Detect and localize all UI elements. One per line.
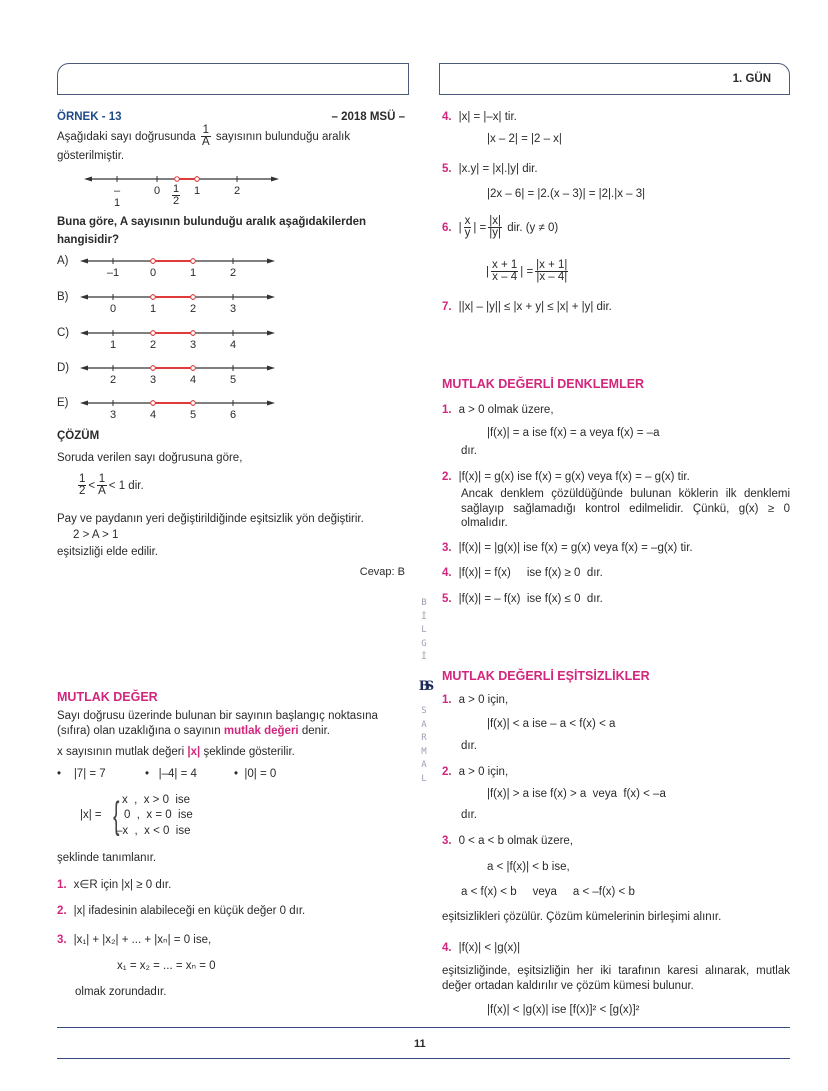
piece-2: 0 , x = 0 ise [124, 809, 193, 821]
frac-num: x + 1 [492, 259, 518, 272]
publisher-logo-icon: BS [418, 679, 430, 694]
intro-text: Aşağıdaki sayı doğrusunda [57, 131, 196, 143]
example-title: ÖRNEK - 13 [57, 111, 122, 123]
notation-highlight: |x| [187, 746, 201, 758]
arrow-left-icon [80, 366, 88, 371]
frac-num: |x| [489, 215, 501, 228]
open-endpoint [191, 331, 196, 336]
def-text: (sıfıra) olan uzaklığına o sayının [57, 724, 221, 737]
tick-label: 2 [189, 303, 197, 315]
item-number: 1. [442, 694, 452, 706]
wm-letter: S [421, 706, 427, 716]
item-text: a > 0 için, [458, 694, 509, 706]
item-text: dir. (y ≠ 0) [507, 222, 559, 234]
tick-label: 4 [149, 409, 157, 421]
item-number: 1. [57, 879, 67, 891]
item-number: 5. [442, 593, 452, 605]
item-text: ||x| – |y|| ≤ |x + y| ≤ |x| + |y| dir. [458, 301, 612, 313]
tick-label: 2 [149, 339, 157, 351]
open-endpoint [151, 295, 156, 300]
number-line-option [80, 254, 275, 268]
eq-item-5 [442, 592, 603, 606]
item-text: x∈R için |x| ≥ 0 dır. [73, 879, 172, 891]
ineq-item-2 [442, 765, 508, 779]
abs-definition [57, 709, 405, 738]
page-number: 11 [414, 1038, 426, 1050]
eq-item-2-note: Ancak denklem çözüldüğünde bulunan köklerin ilk denklemi sağlayıp sağlamadığı kontrol edilmelidir. Çünkü, g(x) ≥ 0 olmalıdır. [461, 488, 790, 529]
solution-line2: Pay ve paydanın yeri değiştirildiğinde eşitsizlik yön değiştirir. [57, 513, 364, 525]
solution-title: ÇÖZÜM [57, 430, 100, 442]
open-endpoint [191, 366, 196, 371]
bullet-1: • |7| = 7 [57, 768, 106, 780]
question-text: Buna göre, A sayısının bulunduğu aralık aşağıdakilerden [57, 216, 367, 228]
defined-text: şeklinde tanımlanır. [57, 852, 157, 864]
item-number: 7. [442, 301, 452, 313]
tick-label: 0 [149, 267, 157, 279]
arrow-right-icon [271, 177, 279, 182]
item-text: |x| ifadesinin alabileceği en küçük değer 0 dır. [73, 905, 306, 917]
item-number: 2. [442, 766, 452, 778]
arrow-left-icon [80, 331, 88, 336]
prop-6-example: | $\frac{x + 1}{x - 4}$ | = $\frac{|x + 1|}{|x - 4|}$ [486, 259, 568, 284]
item-number: 3. [442, 542, 452, 554]
bullet-3: • |0| = 0 [234, 768, 277, 780]
open-endpoint [151, 366, 156, 371]
item-number: 2. [57, 905, 67, 917]
solution-line3: 2 > A > 1 [73, 529, 119, 541]
arrow-right-icon [267, 259, 275, 264]
number-line-option [80, 290, 275, 304]
watermark-top [418, 597, 430, 665]
solution-inequality [76, 473, 144, 499]
ineq-item-4-formula: |f(x)| < |g(x)| ise [f(x)]² < [g(x)]² [487, 1004, 640, 1016]
prop-6: 6. | $\frac{x}{y}$ | = $\frac{|x|}{|y|}$ dir. (y ≠ 0) [442, 215, 559, 240]
arrow-left-icon [84, 177, 92, 182]
def-text: denir. [301, 724, 330, 737]
arrow-left-icon [80, 295, 88, 300]
open-endpoint [195, 177, 200, 182]
tick-label: 3 [109, 409, 117, 421]
abs-item-1 [57, 878, 171, 892]
prop-7 [442, 300, 612, 314]
arrow-right-icon [267, 331, 275, 336]
item-number: 4. [442, 111, 452, 123]
abs-item-3-result: x₁ = x₂ = ... = xₙ = 0 [117, 960, 216, 972]
day-label: 1. GÜN [732, 73, 771, 85]
question-text-2: hangisidir? [57, 234, 119, 246]
wm-letter: A [421, 760, 427, 770]
frac-num: 1 [98, 473, 106, 486]
number-line-option [80, 396, 275, 410]
piece-1: x , x > 0 ise [122, 794, 191, 806]
tick-label-half [172, 184, 180, 207]
ineq-item-3 [442, 834, 573, 848]
option-label: B) [57, 291, 69, 303]
fraction-1-over-A [201, 125, 211, 148]
intro-line2: gösterilmiştir. [57, 150, 125, 162]
prop-5-example: |2x – 6| = |2.(x – 3)| = |2|.|x – 3| [487, 188, 646, 200]
header-box-right [439, 63, 790, 95]
ineq-item-1 [442, 693, 508, 707]
section-title-equations: MUTLAK DEĞERLİ DENKLEMLER [442, 377, 645, 391]
tick-label: 3 [149, 374, 157, 386]
arrow-left-icon [80, 259, 88, 264]
open-endpoint [175, 177, 180, 182]
ineq-item-4 [442, 941, 520, 955]
wm-letter: M [421, 746, 427, 757]
eq-item-4 [442, 566, 603, 580]
wm-letter: A [421, 719, 427, 730]
tick-label: 1 [189, 267, 197, 279]
tick-label: 0 [153, 185, 161, 197]
tick-label: 5 [229, 374, 237, 386]
item-number: 5. [442, 163, 452, 175]
wm-letter: İ [421, 652, 427, 662]
footer-rule-bottom [57, 1058, 790, 1059]
open-endpoint [151, 331, 156, 336]
frac-num: 1 [173, 183, 180, 195]
bullet-text: |–4| = 4 [158, 768, 197, 780]
tick-label: 2 [229, 267, 237, 279]
item-number: 3. [57, 934, 67, 946]
frac-den: 2 [173, 195, 180, 207]
ineq-item-2-formula: |f(x)| > a ise f(x) > a veya f(x) < –a [487, 788, 666, 800]
frac-den: |y| [489, 227, 501, 240]
eq-item-1 [442, 403, 554, 417]
frac-den: |x – 4| [536, 271, 568, 284]
option-label: D) [57, 362, 70, 374]
item-text: |f(x)| < |g(x)| [458, 942, 521, 954]
ineq-rest: < 1 dir. [108, 480, 144, 492]
notation-text: şeklinde gösterilir. [203, 746, 295, 758]
ineq-item-3-formula: a < |f(x)| < b ise, [487, 861, 570, 873]
abs-item-2 [57, 904, 305, 918]
prop-4 [442, 110, 517, 124]
watermark-bottom [418, 705, 430, 786]
open-endpoint [191, 401, 196, 406]
frac-num: |x + 1| [536, 259, 568, 272]
item-number: 2. [442, 471, 452, 483]
eq-item-3 [442, 541, 693, 555]
eq-item-1-end: dır. [461, 445, 477, 457]
fraction-half [78, 474, 86, 497]
ineq-item-3-cases: a < f(x) < b veya a < –f(x) < b [461, 886, 635, 898]
item-text: |x.y| = |x|.|y| dir. [458, 163, 538, 175]
wm-letter: B [421, 598, 427, 608]
item-text: 0 < a < b olmak üzere, [458, 835, 574, 847]
option-label: A) [57, 255, 69, 267]
fraction [464, 216, 472, 239]
piece-3: –x , x < 0 ise [116, 825, 191, 837]
footer-rule-top [57, 1027, 790, 1028]
item-number: 4. [442, 567, 452, 579]
tick-label: 5 [189, 409, 197, 421]
bullet-text: |7| = 7 [73, 768, 106, 780]
tick-label: 3 [229, 303, 237, 315]
item-number: 4. [442, 942, 452, 954]
frac-den: A [201, 136, 210, 149]
tick-label: 4 [229, 339, 237, 351]
abs-notation [57, 745, 295, 759]
def-highlight: mutlak değeri [223, 724, 299, 737]
frac-den: 2 [79, 485, 86, 498]
open-endpoint [191, 295, 196, 300]
option-label: E) [57, 397, 69, 409]
fraction [488, 216, 502, 239]
ineq-item-1-formula: |f(x)| < a ise – a < f(x) < a [487, 718, 616, 730]
piecewise-lhs: |x| = [80, 809, 102, 821]
tick-label: –1 [113, 185, 121, 209]
frac-num: x [464, 215, 471, 228]
item-text: |f(x)| = f(x) ise f(x) ≥ 0 dır. [458, 567, 603, 579]
prop-4-example: |x – 2| = |2 – x| [487, 133, 562, 145]
tick-label: 1 [193, 185, 201, 197]
eq-item-2 [442, 470, 690, 484]
item-text: |f(x)| = g(x) ise f(x) = g(x) veya f(x) = – g(x) tir. [458, 471, 690, 483]
number-line-question [84, 172, 279, 186]
wm-letter: L [421, 773, 427, 784]
open-endpoint [151, 401, 156, 406]
fraction-1-over-A [97, 474, 107, 497]
ineq-item-1-end: dır. [461, 740, 477, 752]
item-number: 1. [442, 404, 452, 416]
frac-den: A [98, 485, 106, 498]
wm-letter: L [421, 625, 427, 635]
solution-line1: Soruda verilen sayı doğrusuna göre, [57, 452, 243, 464]
wm-letter: G [421, 638, 427, 649]
lt-sign: < [88, 480, 96, 492]
eq-item-1-formula: |f(x)| = a ise f(x) = a veya f(x) = –a [487, 427, 660, 439]
tick-label: 1 [109, 339, 117, 351]
arrow-right-icon [267, 295, 275, 300]
bullet-text: |0| = 0 [244, 768, 277, 780]
fraction [535, 260, 568, 283]
tick-label: 1 [149, 303, 157, 315]
tick-label: 2 [233, 185, 241, 197]
tick-label: 2 [109, 374, 117, 386]
example-source: – 2018 MSÜ – [331, 111, 405, 123]
frac-den: x – 4 [492, 271, 518, 284]
notation-text: x sayısının mutlak değeri [57, 746, 185, 758]
answer-label: Cevap: B [359, 566, 405, 578]
frac-num: 1 [202, 124, 209, 137]
solution-line4: eşitsizliği elde edilir. [57, 546, 158, 558]
bullet-2: • |–4| = 4 [145, 768, 197, 780]
section-title-mutlak-deger: MUTLAK DEĞER [57, 690, 158, 704]
item-text: |f(x)| = – f(x) ise f(x) ≤ 0 dır. [458, 593, 603, 605]
number-line-option [80, 326, 275, 340]
item-number: 3. [442, 835, 452, 847]
option-label: C) [57, 327, 70, 339]
open-endpoint [151, 259, 156, 264]
tick-label: 4 [189, 374, 197, 386]
open-endpoint [191, 259, 196, 264]
wm-letter: İ [421, 611, 427, 622]
def-text: Sayı doğrusu üzerinde bulunan bir sayının başlangıç noktasına [57, 710, 378, 722]
section-title-inequalities: MUTLAK DEĞERLİ EŞİTSİZLİKLER [442, 669, 650, 683]
tick-label: 3 [189, 339, 197, 351]
intro-text-after: sayısının bulunduğu aralık [215, 131, 351, 143]
arrow-right-icon [267, 366, 275, 371]
fraction [491, 260, 518, 283]
abs-item-3-end: olmak zorundadır. [75, 986, 167, 998]
item-text: a > 0 için, [458, 766, 509, 778]
number-line-option [80, 361, 275, 375]
item-text: |x| = |–x| tir. [458, 111, 517, 123]
item-number: 6. [442, 222, 452, 234]
ineq-item-2-end: dır. [461, 809, 477, 821]
abs-item-3 [57, 933, 211, 947]
frac-num: 1 [79, 473, 86, 486]
brace-icon: { [113, 795, 120, 837]
ineq-item-3-end: eşitsizlikleri çözülür. Çözüm kümelerinin birleşimi alınır. [442, 911, 722, 923]
frac-den: y [464, 227, 471, 240]
item-text: a > 0 olmak üzere, [458, 404, 554, 416]
example-intro [57, 124, 350, 150]
tick-label: 0 [109, 303, 117, 315]
ineq-item-4-note: eşitsizliğinde, eşitsizliğin her iki tarafının karesi alınarak, mutlak değer ortadan kaldırılır ve çözüm kümesi bulunur. [442, 965, 790, 992]
tick-label: 6 [229, 409, 237, 421]
prop-5 [442, 162, 538, 176]
item-text: |f(x)| = |g(x)| ise f(x) = g(x) veya f(x) = –g(x) tir. [458, 542, 693, 554]
item-text: |x₁| + |x₂| + ... + |xₙ| = 0 ise, [73, 934, 212, 946]
arrow-left-icon [80, 401, 88, 406]
arrow-right-icon [267, 401, 275, 406]
tick-label: –1 [106, 267, 120, 279]
header-box-left [57, 63, 409, 95]
wm-letter: R [421, 733, 427, 743]
